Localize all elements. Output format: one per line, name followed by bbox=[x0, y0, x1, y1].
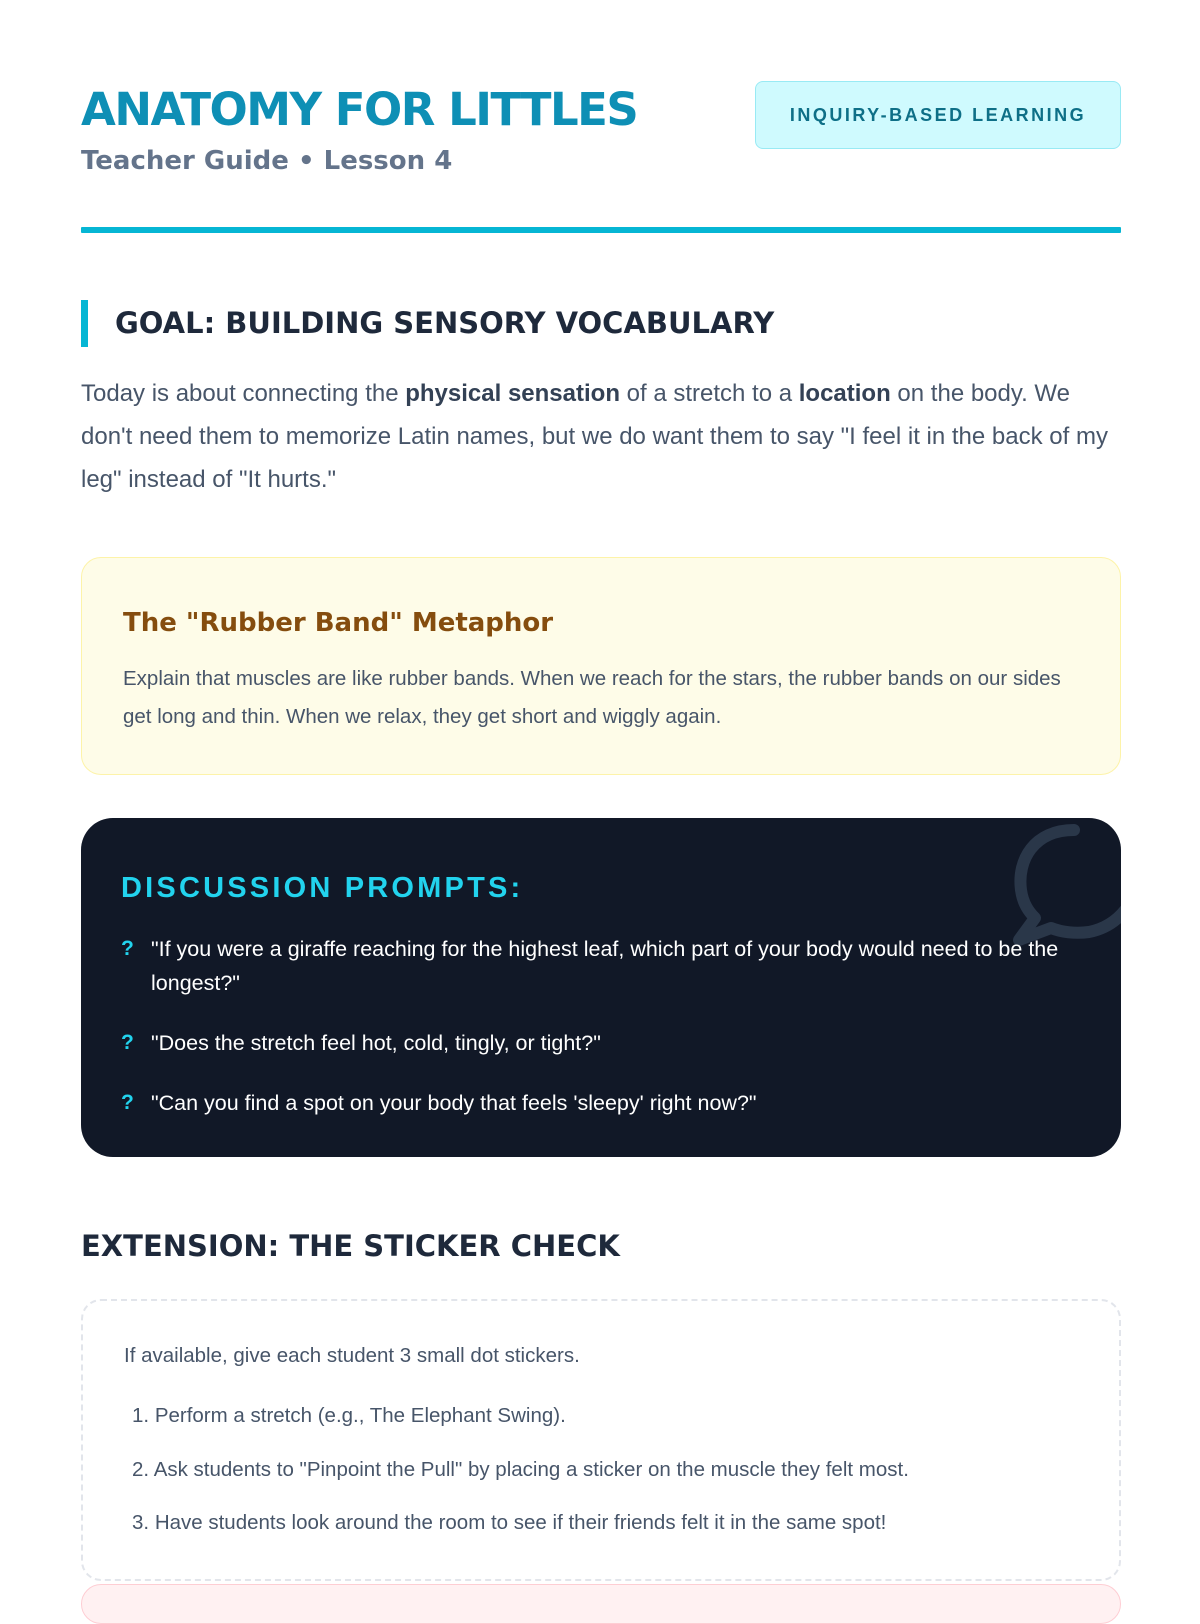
extension-intro: If available, give each student 3 small dot stickers. bbox=[124, 1344, 580, 1367]
metaphor-text: Explain that muscles are like rubber bands. When we reach for the stars, the rubber bands on our sides get long and thin. When we relax, they get short and wiggly again. bbox=[123, 667, 1061, 728]
intro-text-1: Today is about connecting the bbox=[81, 380, 406, 407]
extension-title: EXTENSION: THE STICKER CHECK bbox=[81, 1229, 620, 1263]
prompt-text: "Does the stretch feel hot, cold, tingly, or tight?" bbox=[151, 1031, 601, 1055]
discussion-prompt bbox=[121, 1086, 1066, 1120]
discussion-card bbox=[81, 818, 1121, 1157]
category-badge: INQUIRY-BASED LEARNING bbox=[755, 81, 1121, 149]
step-number: 1. bbox=[132, 1404, 150, 1427]
intro-text-3: on the body. We don't need them to memorize Latin names, but we do want them to say "I feel it in the back of my leg" instead of "It hurts." bbox=[81, 380, 1108, 493]
page-header bbox=[81, 80, 1121, 190]
discussion-prompt bbox=[121, 1026, 1066, 1060]
step-number: 2. bbox=[132, 1458, 150, 1481]
intro-bold-1: physical sensation bbox=[405, 380, 620, 407]
step-text: Have students look around the room to see if their friends felt it in the same spot! bbox=[154, 1511, 887, 1534]
extension-step bbox=[132, 1455, 909, 1485]
next-section-card bbox=[81, 1584, 1121, 1624]
extension-step bbox=[132, 1401, 566, 1431]
step-text: Perform a stretch (e.g., The Elephant Swing). bbox=[154, 1404, 566, 1427]
question-marker: ? bbox=[121, 1091, 134, 1114]
discussion-prompt bbox=[121, 932, 1066, 1000]
page-title: ANATOMY FOR LITTLES bbox=[81, 83, 638, 136]
metaphor-callout bbox=[81, 557, 1121, 775]
header-divider bbox=[81, 227, 1121, 233]
prompt-text: "Can you find a spot on your body that feels 'sleepy' right now?" bbox=[151, 1091, 757, 1115]
question-marker: ? bbox=[121, 1031, 134, 1054]
intro-bold-2: location bbox=[798, 380, 891, 407]
intro-text-2: of a stretch to a bbox=[619, 380, 799, 407]
metaphor-title: The "Rubber Band" Metaphor bbox=[123, 608, 554, 638]
goal-title: GOAL: BUILDING SENSORY VOCABULARY bbox=[115, 306, 775, 340]
question-marker: ? bbox=[121, 937, 134, 960]
prompt-text: "If you were a giraffe reaching for the highest leaf, which part of your body would need to be the longest?" bbox=[151, 937, 1059, 995]
step-text: Ask students to "Pinpoint the Pull" by placing a sticker on the muscle they felt most. bbox=[153, 1458, 909, 1481]
extension-box bbox=[81, 1299, 1121, 1581]
page-subtitle: Teacher Guide • Lesson 4 bbox=[81, 146, 453, 176]
discussion-title: DISCUSSION PROMPTS: bbox=[121, 872, 524, 904]
goal-accent-bar bbox=[81, 300, 88, 347]
step-number: 3. bbox=[132, 1511, 150, 1534]
goal-heading bbox=[81, 300, 1121, 347]
goal-intro-paragraph bbox=[81, 372, 1121, 501]
extension-step bbox=[132, 1508, 886, 1538]
